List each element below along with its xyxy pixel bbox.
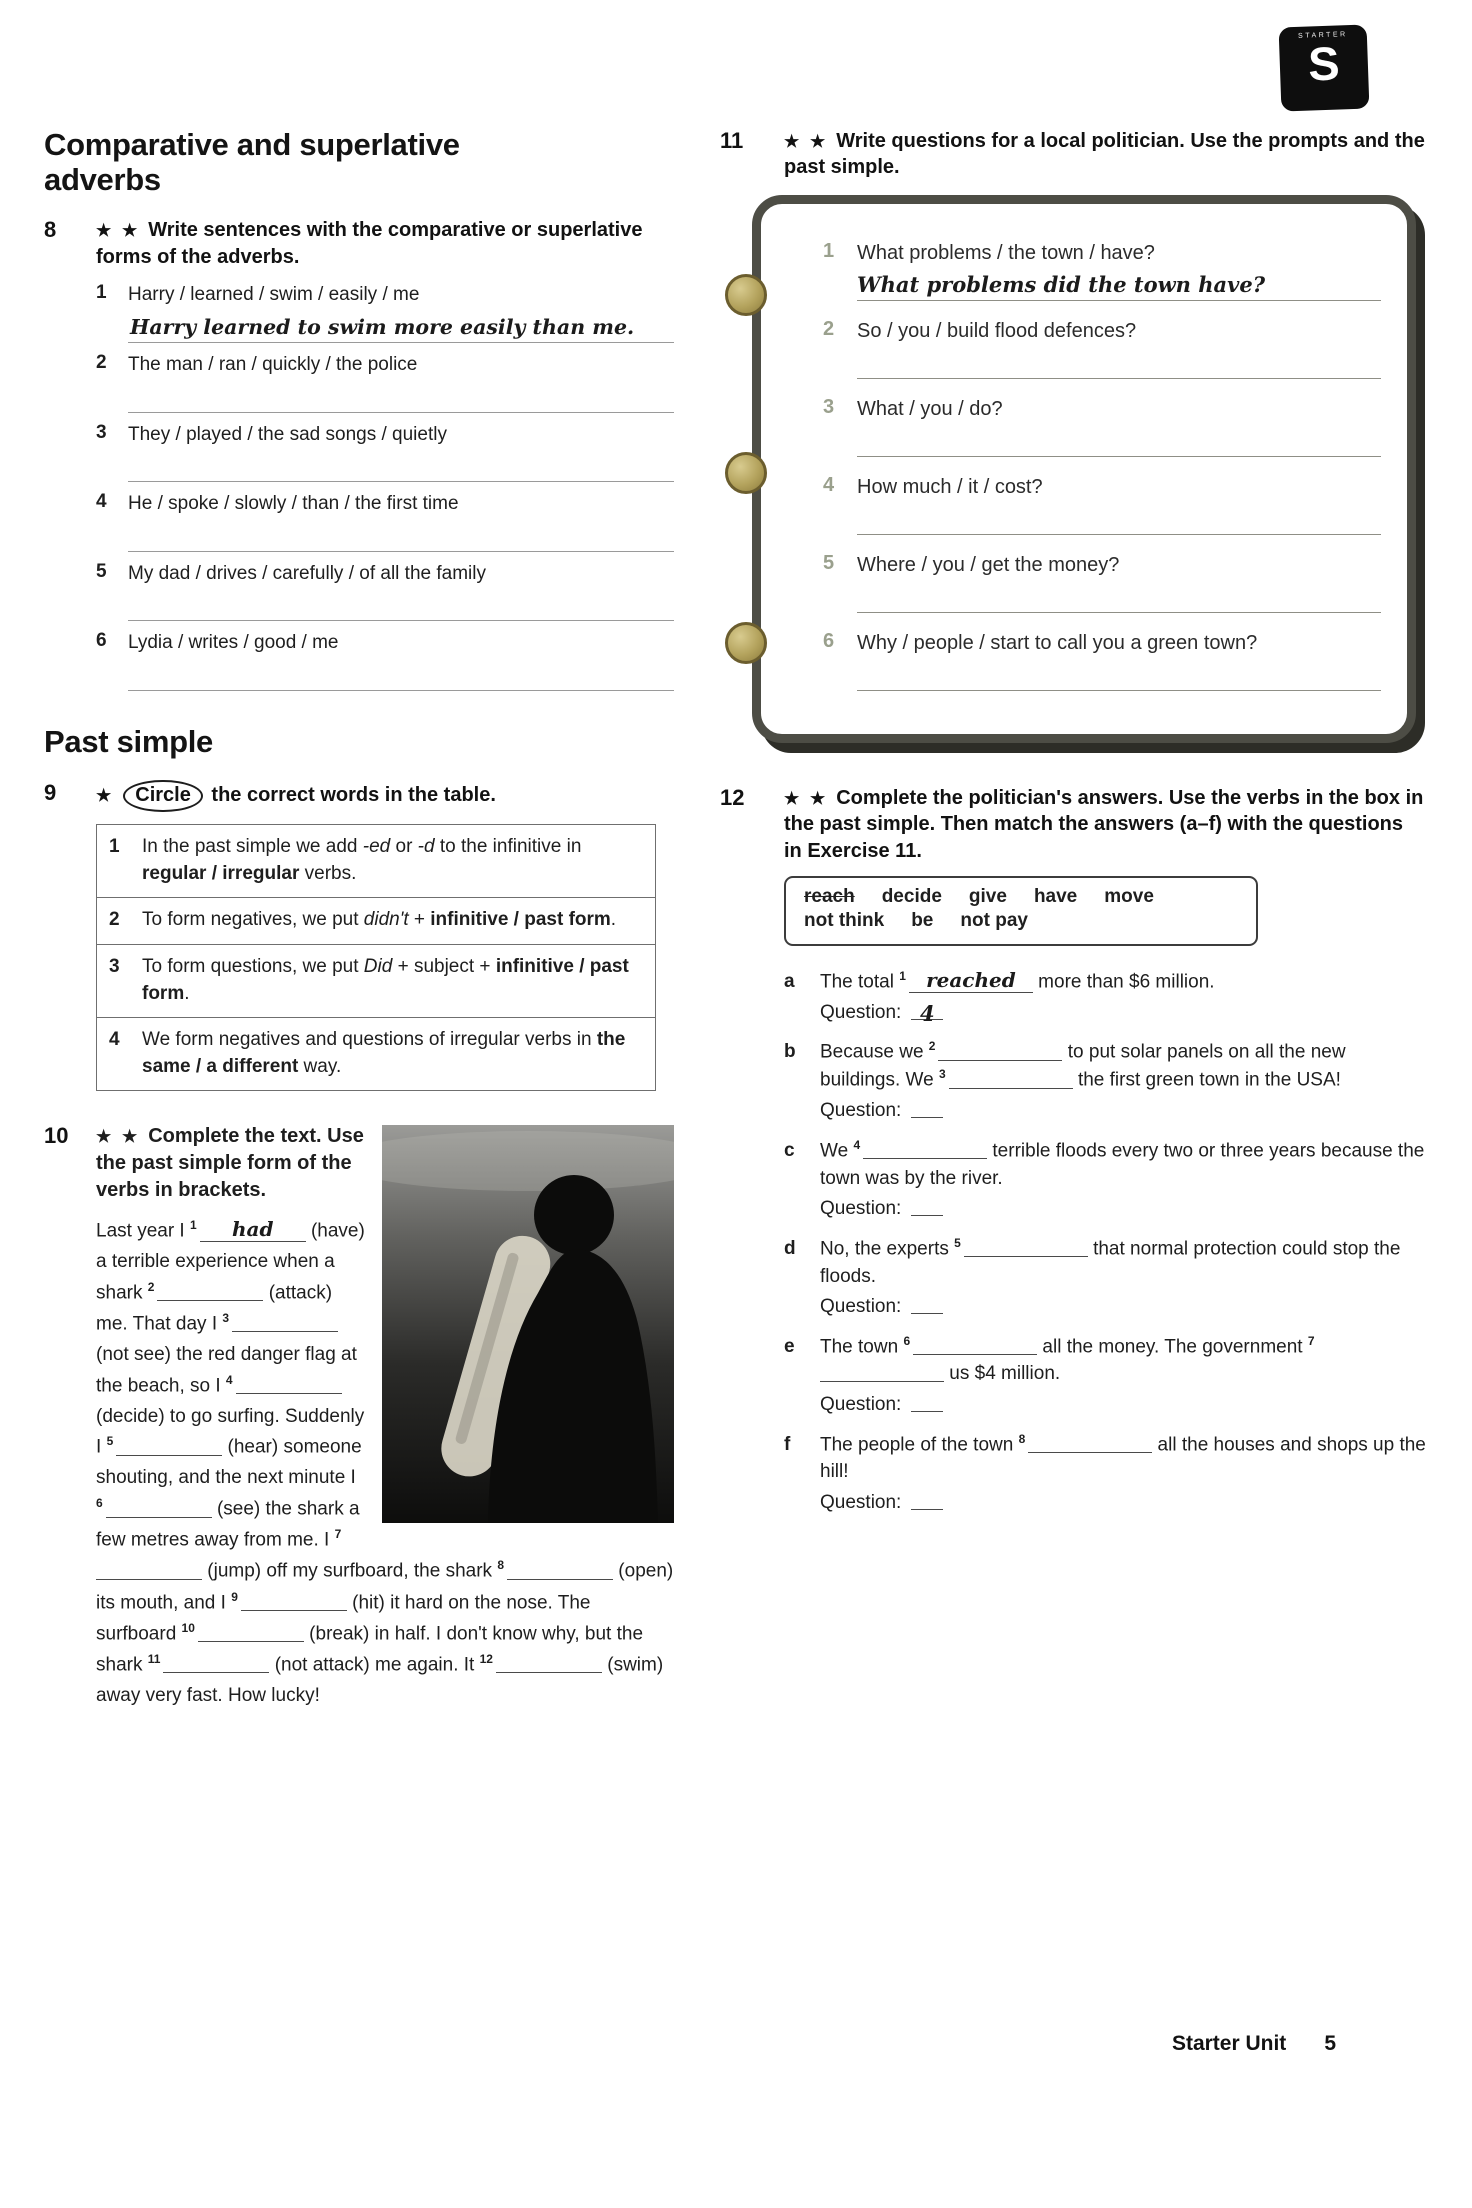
gap-blank bbox=[198, 1623, 304, 1642]
item-prompt: So / you / build flood defences? bbox=[857, 319, 1137, 342]
gap-blank bbox=[964, 1238, 1088, 1257]
question-blank bbox=[911, 1000, 943, 1026]
text-run: me again. It bbox=[375, 1654, 480, 1676]
text-run: someone shouting, and the next minute I bbox=[96, 1436, 362, 1489]
answer-body bbox=[820, 1333, 1426, 1419]
text-run: it hard on the nose. The surfboard bbox=[96, 1591, 591, 1644]
gap-number: 6 bbox=[96, 1496, 103, 1511]
item-body bbox=[128, 491, 674, 552]
rule-choice-bold: the same / a different bbox=[142, 1029, 626, 1077]
item-body bbox=[857, 240, 1381, 301]
right-column bbox=[720, 128, 1426, 1744]
answer-item bbox=[784, 1333, 1426, 1419]
word-option: reach bbox=[804, 885, 855, 907]
rule-number: 2 bbox=[109, 909, 120, 931]
gap-number: 1 bbox=[190, 1217, 197, 1232]
rule-text bbox=[142, 907, 645, 934]
exercise-11-header bbox=[720, 128, 1426, 181]
rule-text bbox=[142, 1027, 645, 1080]
item-number: 4 bbox=[823, 473, 835, 496]
item-body bbox=[128, 282, 674, 343]
exercise-title-text: Write sentences with the comparative or superlative forms of the adverbs. bbox=[96, 219, 643, 268]
notepad bbox=[752, 195, 1416, 743]
question-blank bbox=[911, 1296, 943, 1314]
text-run: Last year I bbox=[96, 1220, 190, 1242]
question-line bbox=[820, 1097, 1426, 1125]
rule-text-part: In the past simple we add bbox=[142, 836, 363, 858]
question-blank bbox=[911, 1100, 943, 1118]
section-heading-adverbs: Comparative and superlative adverbs bbox=[44, 127, 460, 197]
item-prompt: Why / people / start to call you a green town? bbox=[857, 631, 1258, 654]
text-run: to put solar panels on all the new buildings. We bbox=[820, 1041, 1346, 1091]
answer-line bbox=[857, 344, 1381, 379]
notepad-item bbox=[823, 630, 1381, 691]
rule-text-part: . bbox=[184, 982, 190, 1004]
text-run: more than $6 million. bbox=[1032, 971, 1215, 993]
gap-blank bbox=[96, 1561, 202, 1580]
exercise-number: 11 bbox=[720, 128, 744, 153]
grammar-rule-row bbox=[97, 1018, 655, 1090]
answer-line bbox=[857, 578, 1381, 613]
answer-letter: e bbox=[784, 1335, 795, 1357]
item-number: 1 bbox=[96, 282, 107, 304]
exercise-item bbox=[96, 422, 674, 483]
surfer-silhouette-graphic bbox=[382, 1125, 674, 1523]
question-line bbox=[820, 1391, 1426, 1419]
rule-text-part: + bbox=[408, 909, 431, 931]
answer-item bbox=[784, 1235, 1426, 1321]
question-blank bbox=[911, 1394, 943, 1412]
difficulty-stars: ★ bbox=[96, 785, 115, 805]
answer-item bbox=[784, 968, 1426, 1026]
exercise-item bbox=[96, 561, 674, 622]
answer-body bbox=[820, 1137, 1426, 1223]
badge-letter: S bbox=[1307, 36, 1341, 91]
difficulty-stars: ★ ★ bbox=[96, 1127, 141, 1147]
answer-line bbox=[128, 310, 674, 343]
answer-text bbox=[820, 1235, 1426, 1290]
item-number: 3 bbox=[823, 395, 835, 418]
answer-text bbox=[820, 1137, 1426, 1192]
notepad-item bbox=[823, 318, 1381, 379]
gap-number: 9 bbox=[231, 1589, 238, 1604]
question-line bbox=[820, 1489, 1426, 1517]
handwritten-answer: 4 bbox=[920, 1000, 935, 1026]
text-run: the red danger flag at the beach, so I bbox=[96, 1343, 357, 1396]
exercise-9 bbox=[44, 780, 674, 1092]
gap-number: 8 bbox=[1018, 1431, 1026, 1446]
exercise-title bbox=[96, 217, 674, 270]
exercise-10 bbox=[44, 1123, 674, 1711]
answer-text bbox=[820, 1038, 1426, 1094]
verb-hint: (swim) bbox=[601, 1654, 664, 1676]
answer-item bbox=[784, 1431, 1426, 1517]
gap-number: 5 bbox=[954, 1235, 961, 1250]
question-blank bbox=[911, 1492, 943, 1510]
item-number: 5 bbox=[96, 560, 107, 582]
verb-hint: (hit) bbox=[346, 1591, 391, 1613]
rule-number: 4 bbox=[109, 1029, 120, 1051]
answer-item bbox=[784, 1038, 1426, 1124]
rule-number: 1 bbox=[109, 836, 120, 858]
gap-number: 2 bbox=[147, 1279, 155, 1294]
answer-text bbox=[820, 1333, 1426, 1388]
exercise-12-header bbox=[720, 785, 1426, 864]
rule-text-part: to the infinitive in bbox=[434, 836, 582, 858]
answer-letter: d bbox=[784, 1237, 796, 1259]
answer-line bbox=[857, 656, 1381, 691]
left-column bbox=[44, 128, 674, 1744]
exercise-12 bbox=[720, 785, 1426, 1517]
gap-blank bbox=[507, 1561, 613, 1580]
question-line bbox=[820, 1293, 1426, 1321]
item-prompt: How much / it / cost? bbox=[857, 475, 1043, 498]
grammar-table bbox=[96, 824, 656, 1091]
item-prompt: What problems / the town / have? bbox=[857, 241, 1155, 264]
exercise-title bbox=[96, 780, 496, 812]
rule-text-italic: didn't bbox=[363, 909, 409, 931]
text-run: all the houses and shops up the hill! bbox=[820, 1433, 1426, 1483]
text-run: a terrible experience when a shark bbox=[96, 1250, 335, 1303]
text-run: off my surfboard, the shark bbox=[266, 1560, 498, 1582]
difficulty-stars: ★ ★ bbox=[784, 788, 829, 808]
notepad-item bbox=[823, 240, 1381, 301]
word-option: decide bbox=[881, 885, 942, 907]
rule-text-part: way. bbox=[298, 1055, 342, 1077]
text-run: its mouth, and I bbox=[96, 1591, 232, 1613]
gap-blank bbox=[163, 1654, 269, 1673]
word-box bbox=[784, 876, 1258, 946]
verb-hint: (attack) bbox=[263, 1281, 333, 1303]
gap-number: 12 bbox=[479, 1651, 493, 1666]
page-footer bbox=[1172, 2032, 1336, 2056]
exercise-number: 10 bbox=[44, 1123, 69, 1149]
handwritten-answer: What problems did the town have? bbox=[857, 271, 1266, 297]
gap-number: 8 bbox=[497, 1558, 505, 1573]
item-body bbox=[128, 630, 674, 691]
gap-blank bbox=[157, 1282, 263, 1301]
verb-hint: (see) bbox=[211, 1498, 266, 1520]
verb-hint: (open) bbox=[613, 1560, 674, 1582]
notepad-item bbox=[823, 552, 1381, 613]
gap-number: 11 bbox=[147, 1651, 161, 1666]
gap-number: 4 bbox=[853, 1137, 861, 1152]
text-run: We bbox=[820, 1140, 854, 1161]
rule-choice-bold: infinitive / past form bbox=[142, 955, 629, 1004]
gap-blank bbox=[1028, 1434, 1152, 1453]
word-option: move bbox=[1104, 885, 1154, 907]
text-run: The total bbox=[820, 971, 900, 993]
spiral-binding-icon bbox=[725, 274, 767, 316]
circled-word: Circle bbox=[123, 780, 203, 812]
verb-hint: (hear) bbox=[222, 1436, 284, 1458]
text-run: The people of the town bbox=[820, 1433, 1019, 1455]
notepad-item bbox=[823, 474, 1381, 535]
item-prompt: Lydia / writes / good / me bbox=[128, 632, 339, 654]
gap-blank: reached bbox=[909, 969, 1033, 993]
exercise-8-items bbox=[96, 282, 674, 691]
item-body bbox=[128, 352, 674, 413]
rule-text-part: verbs. bbox=[299, 862, 357, 884]
gap-number: 7 bbox=[334, 1527, 342, 1542]
exercise-10-content bbox=[96, 1123, 674, 1711]
answer-line bbox=[128, 519, 674, 552]
text-run: Because we bbox=[820, 1041, 929, 1063]
item-body bbox=[128, 422, 674, 483]
item-number: 6 bbox=[96, 630, 107, 652]
item-prompt: He / spoke / slowly / than / the first time bbox=[128, 493, 459, 515]
section-heading-past-simple: Past simple bbox=[44, 724, 214, 760]
question-label: Question: bbox=[820, 1296, 902, 1318]
item-number: 2 bbox=[823, 317, 835, 340]
grammar-rule-row bbox=[97, 825, 655, 898]
exercise-title bbox=[784, 128, 1426, 181]
text-run: away very fast. How lucky! bbox=[96, 1684, 320, 1706]
item-prompt: Where / you / get the money? bbox=[857, 553, 1120, 576]
gap-blank bbox=[938, 1042, 1062, 1061]
gap-blank bbox=[236, 1375, 342, 1394]
answer-body bbox=[820, 1235, 1426, 1321]
answer-body bbox=[820, 968, 1426, 1026]
rule-text-part: We form negatives and questions of irregular verbs in bbox=[142, 1029, 597, 1051]
exercise-item bbox=[96, 352, 674, 413]
word-option: give bbox=[968, 885, 1007, 907]
text-run: No, the experts bbox=[820, 1237, 955, 1259]
gap-blank bbox=[820, 1363, 944, 1382]
answer-line bbox=[128, 658, 674, 691]
item-number: 1 bbox=[823, 239, 835, 262]
answer-line bbox=[128, 588, 674, 621]
item-number: 3 bbox=[96, 421, 107, 443]
verb-hint: (decide) bbox=[96, 1405, 170, 1427]
item-prompt: My dad / drives / carefully / of all the family bbox=[128, 562, 486, 584]
answer-text bbox=[820, 1431, 1426, 1486]
verb-hint: (jump) bbox=[202, 1560, 267, 1582]
text-run: that normal protection could stop the floods. bbox=[820, 1237, 1401, 1287]
item-body bbox=[857, 552, 1381, 613]
notepad-item bbox=[823, 396, 1381, 457]
question-label: Question: bbox=[820, 1198, 902, 1220]
gap-number: 3 bbox=[222, 1310, 230, 1325]
spiral-binding-icon bbox=[725, 452, 767, 494]
answer-line bbox=[128, 380, 674, 413]
question-label: Question: bbox=[820, 1394, 902, 1416]
question-line bbox=[820, 999, 1426, 1027]
gap-blank bbox=[913, 1336, 1037, 1355]
gap-blank: had bbox=[200, 1218, 306, 1242]
footer-unit-label: Starter Unit bbox=[1171, 2032, 1287, 2055]
item-body bbox=[128, 561, 674, 622]
exercise-number: 8 bbox=[44, 217, 57, 243]
gap-number: 10 bbox=[181, 1620, 195, 1635]
rule-text-italic: -d bbox=[417, 836, 435, 858]
exercise-number: 12 bbox=[720, 784, 745, 810]
text-run: me. That day I bbox=[96, 1313, 223, 1334]
badge-mini-text: STARTER bbox=[1297, 31, 1348, 40]
answer-line bbox=[128, 449, 674, 482]
exercise-title-text: Complete the politician's answers. Use the verbs in the box in the past simple. Then match the answers (a–f) with the questions in Exercise 11. bbox=[784, 786, 1424, 862]
word-option: have bbox=[1033, 885, 1078, 907]
item-number: 5 bbox=[823, 551, 835, 574]
starter-unit-badge bbox=[1279, 24, 1370, 111]
answer-letter: f bbox=[784, 1433, 791, 1455]
verb-hint: (not see) bbox=[96, 1343, 177, 1365]
item-prompt: Harry / learned / swim / easily / me bbox=[128, 284, 420, 306]
answer-text bbox=[820, 968, 1426, 996]
gap-blank bbox=[241, 1592, 347, 1611]
grammar-rule-row bbox=[97, 945, 655, 1018]
gap-blank bbox=[106, 1499, 212, 1518]
gap-blank bbox=[863, 1140, 987, 1159]
rule-text bbox=[142, 834, 645, 887]
text-run: The town bbox=[820, 1335, 904, 1357]
grammar-rule-row bbox=[97, 898, 655, 945]
exercise-8 bbox=[44, 217, 674, 691]
gap-blank bbox=[232, 1313, 338, 1332]
word-option: be bbox=[911, 909, 934, 931]
question-blank bbox=[911, 1198, 943, 1216]
gap-number: 5 bbox=[106, 1434, 114, 1449]
rule-text-part: To form negatives, we put bbox=[142, 909, 364, 931]
rule-number: 3 bbox=[109, 955, 120, 977]
item-prompt: What / you / do? bbox=[857, 397, 1003, 420]
answer-line bbox=[857, 422, 1381, 457]
answer-item bbox=[784, 1137, 1426, 1223]
exercise-8-header bbox=[44, 217, 674, 270]
item-number: 4 bbox=[96, 491, 107, 513]
item-body bbox=[857, 474, 1381, 535]
answer-line bbox=[857, 266, 1381, 301]
surfer-photo bbox=[382, 1125, 674, 1523]
exercise-item bbox=[96, 282, 674, 343]
text-run: to go surfing. Suddenly I bbox=[96, 1405, 365, 1458]
gap-number: 4 bbox=[225, 1372, 233, 1387]
exercise-9-header bbox=[44, 780, 674, 812]
question-label: Question: bbox=[820, 1001, 902, 1023]
rule-text-part: + subject + bbox=[392, 955, 496, 977]
item-body bbox=[857, 396, 1381, 457]
exercise-12-answers bbox=[784, 968, 1426, 1517]
item-body bbox=[857, 318, 1381, 379]
difficulty-stars: ★ ★ bbox=[784, 132, 829, 151]
gap-blank bbox=[116, 1437, 222, 1456]
exercise-11 bbox=[720, 128, 1426, 743]
exercise-item bbox=[96, 491, 674, 552]
exercise-title-text: Complete the text. Use the past simple form of the verbs in brackets. bbox=[96, 1125, 364, 1201]
rule-text bbox=[142, 954, 645, 1007]
exercise-item bbox=[96, 630, 674, 691]
gap-number: 6 bbox=[903, 1333, 911, 1348]
rule-choice-bold: regular / irregular bbox=[142, 862, 300, 884]
question-label: Question: bbox=[820, 1492, 902, 1513]
item-prompt: They / played / the sad songs / quietly bbox=[128, 423, 447, 445]
text-run: the shark a few metres away from me. I bbox=[96, 1498, 360, 1551]
question-label: Question: bbox=[820, 1100, 902, 1122]
gap-blank bbox=[496, 1654, 602, 1673]
answer-letter: b bbox=[784, 1041, 796, 1063]
exercise-title bbox=[784, 785, 1426, 864]
gap-number: 3 bbox=[939, 1067, 946, 1082]
verb-hint: (break) bbox=[303, 1622, 375, 1644]
text-run: us $4 million. bbox=[944, 1363, 1061, 1385]
spiral-binding-icon bbox=[725, 622, 767, 664]
verb-hint: (not attack) bbox=[269, 1654, 376, 1676]
item-number: 2 bbox=[96, 351, 107, 373]
item-number: 6 bbox=[823, 629, 835, 652]
question-line bbox=[820, 1195, 1426, 1223]
rule-text-italic: -ed bbox=[362, 836, 391, 858]
text-run: in half. I don't know why, but the shark bbox=[96, 1622, 644, 1676]
difficulty-stars: ★ ★ bbox=[96, 221, 141, 241]
gap-number: 1 bbox=[899, 968, 906, 983]
answer-letter: a bbox=[784, 970, 795, 992]
text-run: the first green town in the USA! bbox=[1072, 1069, 1341, 1091]
rule-text-italic: Did bbox=[363, 955, 393, 977]
word-option: not think bbox=[804, 909, 885, 931]
rule-choice-bold: infinitive / past form bbox=[430, 909, 611, 931]
rule-text-part: To form questions, we put bbox=[142, 955, 364, 977]
word-option: not pay bbox=[960, 909, 1028, 931]
answer-letter: c bbox=[784, 1139, 795, 1161]
answer-line bbox=[857, 500, 1381, 535]
exercise-title-text: Write questions for a local politician. Use the prompts and the past simple. bbox=[784, 130, 1425, 179]
text-run: all the money. The government bbox=[1037, 1335, 1308, 1357]
answer-body bbox=[820, 1431, 1426, 1517]
item-prompt: The man / ran / quickly / the police bbox=[128, 353, 418, 375]
item-body bbox=[857, 630, 1381, 691]
exercise-number: 9 bbox=[44, 779, 57, 805]
gap-number: 7 bbox=[1307, 1333, 1315, 1348]
text-run: terrible floods every two or three years because the town was by the river. bbox=[820, 1140, 1425, 1189]
footer-page-number: 5 bbox=[1324, 2032, 1336, 2055]
answer-body bbox=[820, 1038, 1426, 1124]
exercise-title-text: the correct words in the table. bbox=[211, 783, 496, 806]
handwritten-answer: Harry learned to swim more easily than me. bbox=[130, 314, 635, 339]
rule-text-part: . bbox=[610, 909, 617, 931]
rule-text-part: or bbox=[390, 836, 418, 858]
gap-blank bbox=[949, 1070, 1073, 1089]
verb-hint: (have) bbox=[305, 1220, 365, 1242]
gap-number: 2 bbox=[928, 1039, 936, 1054]
page-columns bbox=[44, 128, 1436, 1744]
